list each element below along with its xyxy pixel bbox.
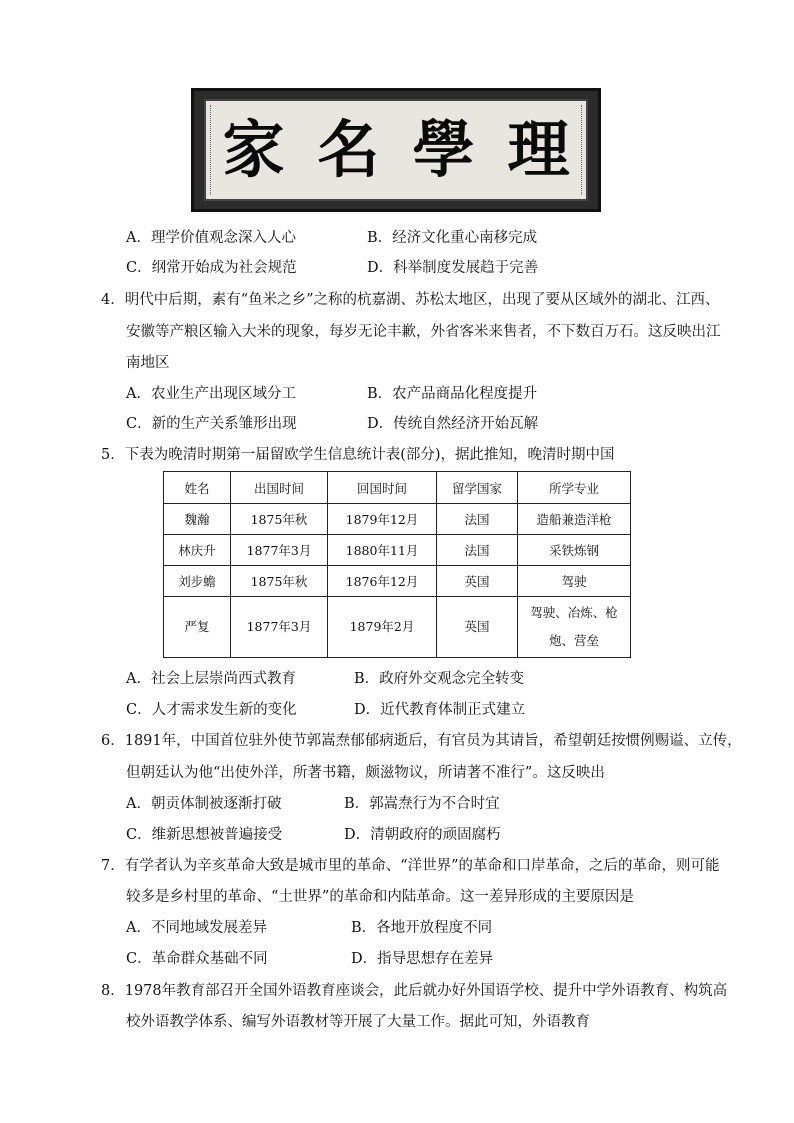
- student-info-table: [163, 471, 631, 658]
- q7-stem-line-1: 7．有学者认为辛亥革命大致是城市里的革命、“洋世界”的革命和口岸革命，之后的革命，则可能: [101, 858, 720, 874]
- q4-option-d: D．传统自然经济开始瓦解: [367, 416, 539, 432]
- q7-stem-line-2: 较多是乡村里的革命、“土世界”的革命和内陆革命。这一差异形成的主要原因是: [126, 889, 634, 905]
- plaque-char: 學: [412, 113, 475, 186]
- plaque-board: [204, 99, 588, 201]
- table-header: 所学专业: [518, 472, 631, 504]
- q6-stem-line-1: 6．1891年，中国首位驻外使节郭嵩焘郁郁病逝后，有官员为其请旨，希望朝廷按惯例赐谥、立传，: [101, 733, 742, 749]
- q4-option-a: A．农业生产出现区域分工: [126, 386, 296, 402]
- table-cell: 魏瀚: [164, 504, 231, 535]
- q3-option-a: A．理学价值观念深入人心: [126, 230, 296, 246]
- table-header: 出国时间: [231, 472, 328, 504]
- plaque-char: 家: [222, 113, 285, 186]
- table-cell: 英国: [437, 597, 518, 658]
- table-cell: 造船兼造洋枪: [518, 504, 631, 535]
- table-cell: 1876年12月: [328, 566, 437, 597]
- table-cell: 驾驶、冶炼、枪炮、营垒: [518, 597, 631, 658]
- q5-option-b: B．政府外交观念完全转变: [354, 671, 525, 687]
- q4-stem-line-3: 南地区: [126, 355, 170, 371]
- q3-option-d: D．科举制度发展趋于完善: [367, 260, 539, 276]
- table-header: 姓名: [164, 472, 231, 504]
- q7-option-c: C．革命群众基础不同: [126, 951, 268, 967]
- plaque-char: 理: [507, 113, 570, 186]
- q5-option-a: A．社会上层崇尚西式教育: [126, 671, 296, 687]
- plaque-inscription-left: [210, 105, 221, 195]
- table-cell: 1880年11月: [328, 535, 437, 566]
- q3-option-b: B．经济文化重心南移完成: [367, 230, 538, 246]
- q4-option-c: C．新的生产关系雏形出现: [126, 416, 297, 432]
- q7-option-a: A．不同地域发展差异: [126, 920, 267, 936]
- table-cell: 严复: [164, 597, 231, 658]
- plaque-inscription-right: [581, 105, 592, 195]
- table-cell: 1875年秋: [231, 504, 328, 535]
- table-row: [164, 504, 631, 535]
- table-cell: 法国: [437, 504, 518, 535]
- q6-option-b: B．郭嵩焘行为不合时宜: [344, 796, 500, 812]
- table-cell: 1877年3月: [231, 535, 328, 566]
- table-cell: 驾驶: [518, 566, 631, 597]
- table-cell: 1877年3月: [231, 597, 328, 658]
- q4-option-b: B．农产品商品化程度提升: [367, 386, 538, 402]
- table-cell: 刘步蟾: [164, 566, 231, 597]
- table-cell: 林庆升: [164, 535, 231, 566]
- table-cell: 1879年2月: [328, 597, 437, 658]
- q5-stem: 5．下表为晚清时期第一届留欧学生信息统计表(部分)，据此推知，晚清时期中国: [101, 447, 615, 463]
- q5-option-d: D．近代教育体制正式建立: [354, 702, 526, 718]
- table-cell: 英国: [437, 566, 518, 597]
- table-header: 回国时间: [328, 472, 437, 504]
- q8-stem-line-2: 校外语教学体系、编写外语教材等开展了大量工作。据此可知，外语教育: [126, 1014, 590, 1030]
- table-row: [164, 597, 631, 658]
- q6-stem-line-2: 但朝廷认为他“出使外洋，所著书籍，颇滋物议，所请著不准行”。这反映出: [126, 765, 605, 781]
- table-row: [164, 566, 631, 597]
- q4-stem-line-2: 安徽等产粮区输入大米的现象，每岁无论丰歉，外省客米来售者，不下数百万石。这反映出江: [126, 324, 721, 340]
- table-header: 留学国家: [437, 472, 518, 504]
- q3-option-c: C．纲常开始成为社会规范: [126, 260, 297, 276]
- table-cell: 法国: [437, 535, 518, 566]
- plaque-image: [191, 88, 601, 212]
- table-cell: 1875年秋: [231, 566, 328, 597]
- plaque-char: 名: [317, 113, 380, 186]
- q5-option-c: C．人才需求发生新的变化: [126, 702, 297, 718]
- q6-option-d: D．清朝政府的顽固腐朽: [344, 827, 501, 843]
- table-row: [164, 535, 631, 566]
- q6-option-a: A．朝贡体制被逐渐打破: [126, 796, 282, 812]
- table-cell: 采铁炼钢: [518, 535, 631, 566]
- q6-option-c: C．维新思想被普遍接受: [126, 827, 283, 843]
- q8-stem-line-1: 8．1978年教育部召开全国外语教育座谈会，此后就办好外国语学校、提升中学外语教育、构筑高: [101, 983, 728, 999]
- table-cell: 1879年12月: [328, 504, 437, 535]
- table-header-row: [164, 472, 631, 504]
- q4-stem-line-1: 4．明代中后期，素有“鱼米之乡”之称的杭嘉湖、苏松太地区，出现了要从区域外的湖北、江西、: [101, 292, 720, 308]
- q7-option-d: D．指导思想存在差异: [351, 951, 494, 967]
- q7-option-b: B．各地开放程度不同: [351, 920, 493, 936]
